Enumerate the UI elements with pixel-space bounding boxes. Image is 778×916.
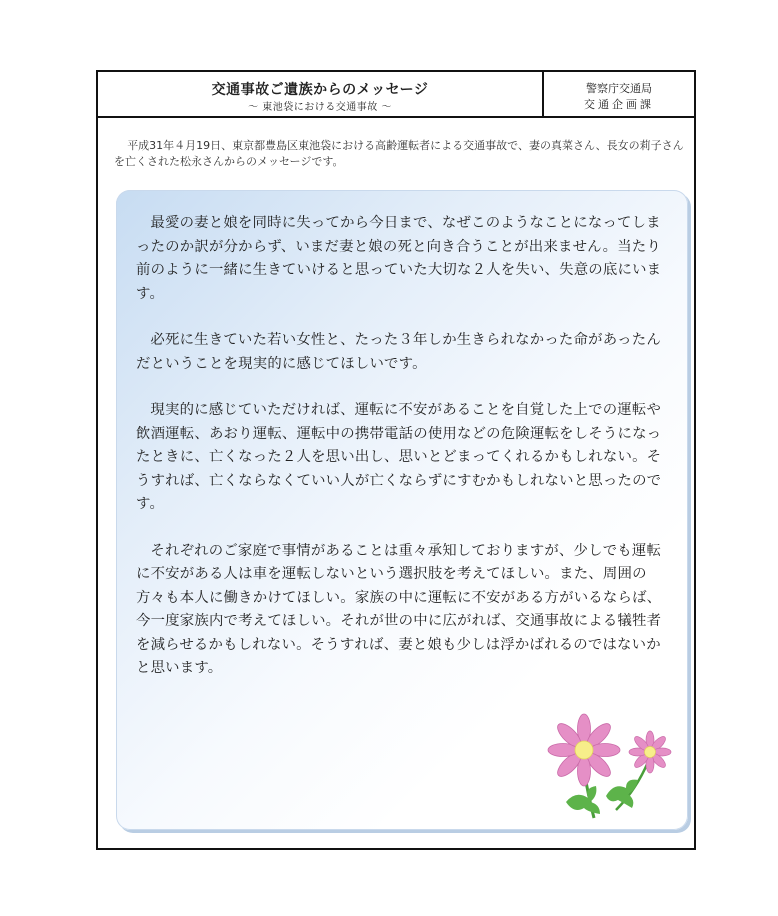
document-frame — [96, 70, 696, 850]
document-header — [98, 72, 694, 118]
cosmos-flowers-icon — [536, 710, 686, 822]
page-title: 交通事故ご遺族からのメッセージ — [211, 82, 429, 98]
department-cell — [544, 72, 694, 116]
division-name: 交通企画課 — [584, 98, 654, 111]
intro-text: 平成31年４月19日、東京都豊島区東池袋における高齢運転者による交通事故で、妻の真菜さん、長女の莉子さんを亡くされた松永さんからのメッセージです。 — [114, 139, 684, 168]
message-panel — [116, 190, 688, 830]
header-title-cell — [98, 72, 544, 116]
page-subtitle: ～ 東池袋における交通事故 ～ — [248, 102, 392, 113]
message-paragraph-1: 最愛の妻と娘を同時に失ってから今日まで、なぜこのようなことになってしまったのか訳が分からず、いまだ妻と娘の死と向き合うことが出来ません。当たり前のように一緒に生きていけると思っていた大切な２人を失い、失意の底にいます。 — [136, 215, 662, 302]
message-paragraph-3: 現実的に感じていただければ、運転に不安があることを自覚した上での運転や飲酒運転、あおり運転、運転中の携帯電話の使用などの危険運転をしそうになったときに、亡くなった２人を思い出し、思いとどまってくれるかもしれない。そうすれば、亡くならなくていい人が亡くならずにすむかもしれないと思ったのです。 — [136, 402, 662, 512]
message-paragraph-2: 必死に生きていた若い女性と、たった３年しか生きられなかった命があったんだということを現実的に感じてほしいです。 — [136, 332, 661, 372]
message-paragraph-4: それぞれのご家庭で事情があることは重々承知しておりますが、少しでも運転に不安がある人は車を運転しないという選択肢を考えてほしい。また、周囲の方々も本人に働きかけてほしい。家族の中に運転に不安がある方がいるならば、今一度家族内で考えてほしい。それが世の中に広がれば、交通事故による犠牲者を減らせるかもしれない。そうすれば、妻と娘も少しは浮かばれるのではないかと思います。 — [136, 542, 662, 676]
department-name: 警察庁交通局 — [586, 82, 652, 95]
